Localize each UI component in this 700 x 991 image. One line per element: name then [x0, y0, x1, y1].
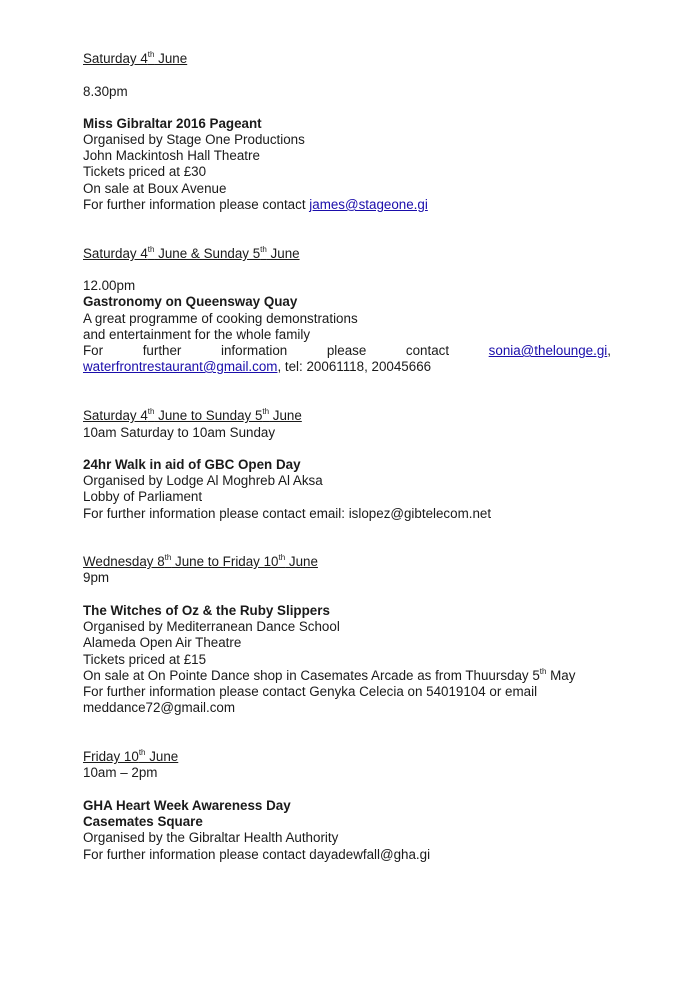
event-4-date: Wednesday 8th June to Friday 10th June [83, 552, 318, 569]
event-3-title: 24hr Walk in aid of GBC Open Day [83, 457, 301, 472]
event-2-desc-1: A great programme of cooking demonstrations [83, 311, 358, 326]
event-4-venue: Alameda Open Air Theatre [83, 635, 242, 650]
event-1-contact: For further information please contact james@stageone.gi [83, 197, 428, 212]
event-3-time: 10am Saturday to 10am Sunday [83, 425, 276, 440]
event-2-date: Saturday 4th June & Sunday 5th June [83, 244, 300, 261]
event-4-contact-1: For further information please contact Genyka Celecia on 54019104 or email [83, 684, 538, 699]
event-1-tickets: Tickets priced at £30 [83, 164, 207, 179]
event-2-contact-line-2: waterfrontrestaurant@gmail.com, tel: 20061118, 20045666 [83, 359, 432, 374]
event-2-title: Gastronomy on Queensway Quay [83, 294, 298, 309]
event-1-time: 8.30pm [83, 84, 128, 99]
event-5-title: GHA Heart Week Awareness Day [83, 798, 291, 813]
event-1-title: Miss Gibraltar 2016 Pageant [83, 116, 262, 131]
event-5-contact: For further information please contact dayadewfall@gha.gi [83, 847, 431, 862]
event-5-time: 10am – 2pm [83, 765, 158, 780]
event-1-organiser: Organised by Stage One Productions [83, 132, 305, 147]
event-5-organiser: Organised by the Gibraltar Health Authority [83, 830, 339, 845]
event-4-organiser: Organised by Mediterranean Dance School [83, 619, 340, 634]
event-2-desc-2: and entertainment for the whole family [83, 327, 311, 342]
event-4-title: The Witches of Oz & the Ruby Slippers [83, 603, 330, 618]
event-4-contact-2: meddance72@gmail.com [83, 700, 236, 715]
email-link-stageone[interactable]: james@stageone.gi [309, 197, 428, 212]
event-1-venue: John Mackintosh Hall Theatre [83, 148, 260, 163]
email-link-waterfront[interactable]: waterfrontrestaurant@gmail.com [83, 359, 278, 374]
event-3-contact: For further information please contact email: islopez@gibtelecom.net [83, 506, 492, 521]
event-3-organiser: Organised by Lodge Al Moghreb Al Aksa [83, 473, 323, 488]
event-4-tickets: Tickets priced at £15 [83, 652, 207, 667]
event-3-venue: Lobby of Parliament [83, 489, 203, 504]
event-4-time: 9pm [83, 570, 110, 585]
event-2-contact-line-1: For further information please contact sonia@thelounge.gi, [83, 343, 611, 358]
event-4-sale: On sale at On Pointe Dance shop in Casemates Arcade as from Thuursday 5th May [83, 666, 576, 683]
event-5-subtitle: Casemates Square [83, 814, 203, 829]
email-link-thelounge[interactable]: sonia@thelounge.gi [488, 343, 608, 358]
event-2-time: 12.00pm [83, 278, 136, 293]
event-5-date: Friday 10th June [83, 747, 179, 764]
event-1-sale: On sale at Boux Avenue [83, 181, 227, 196]
event-3-date: Saturday 4th June to Sunday 5th June [83, 406, 302, 423]
event-1-date: Saturday 4th June [83, 49, 188, 66]
